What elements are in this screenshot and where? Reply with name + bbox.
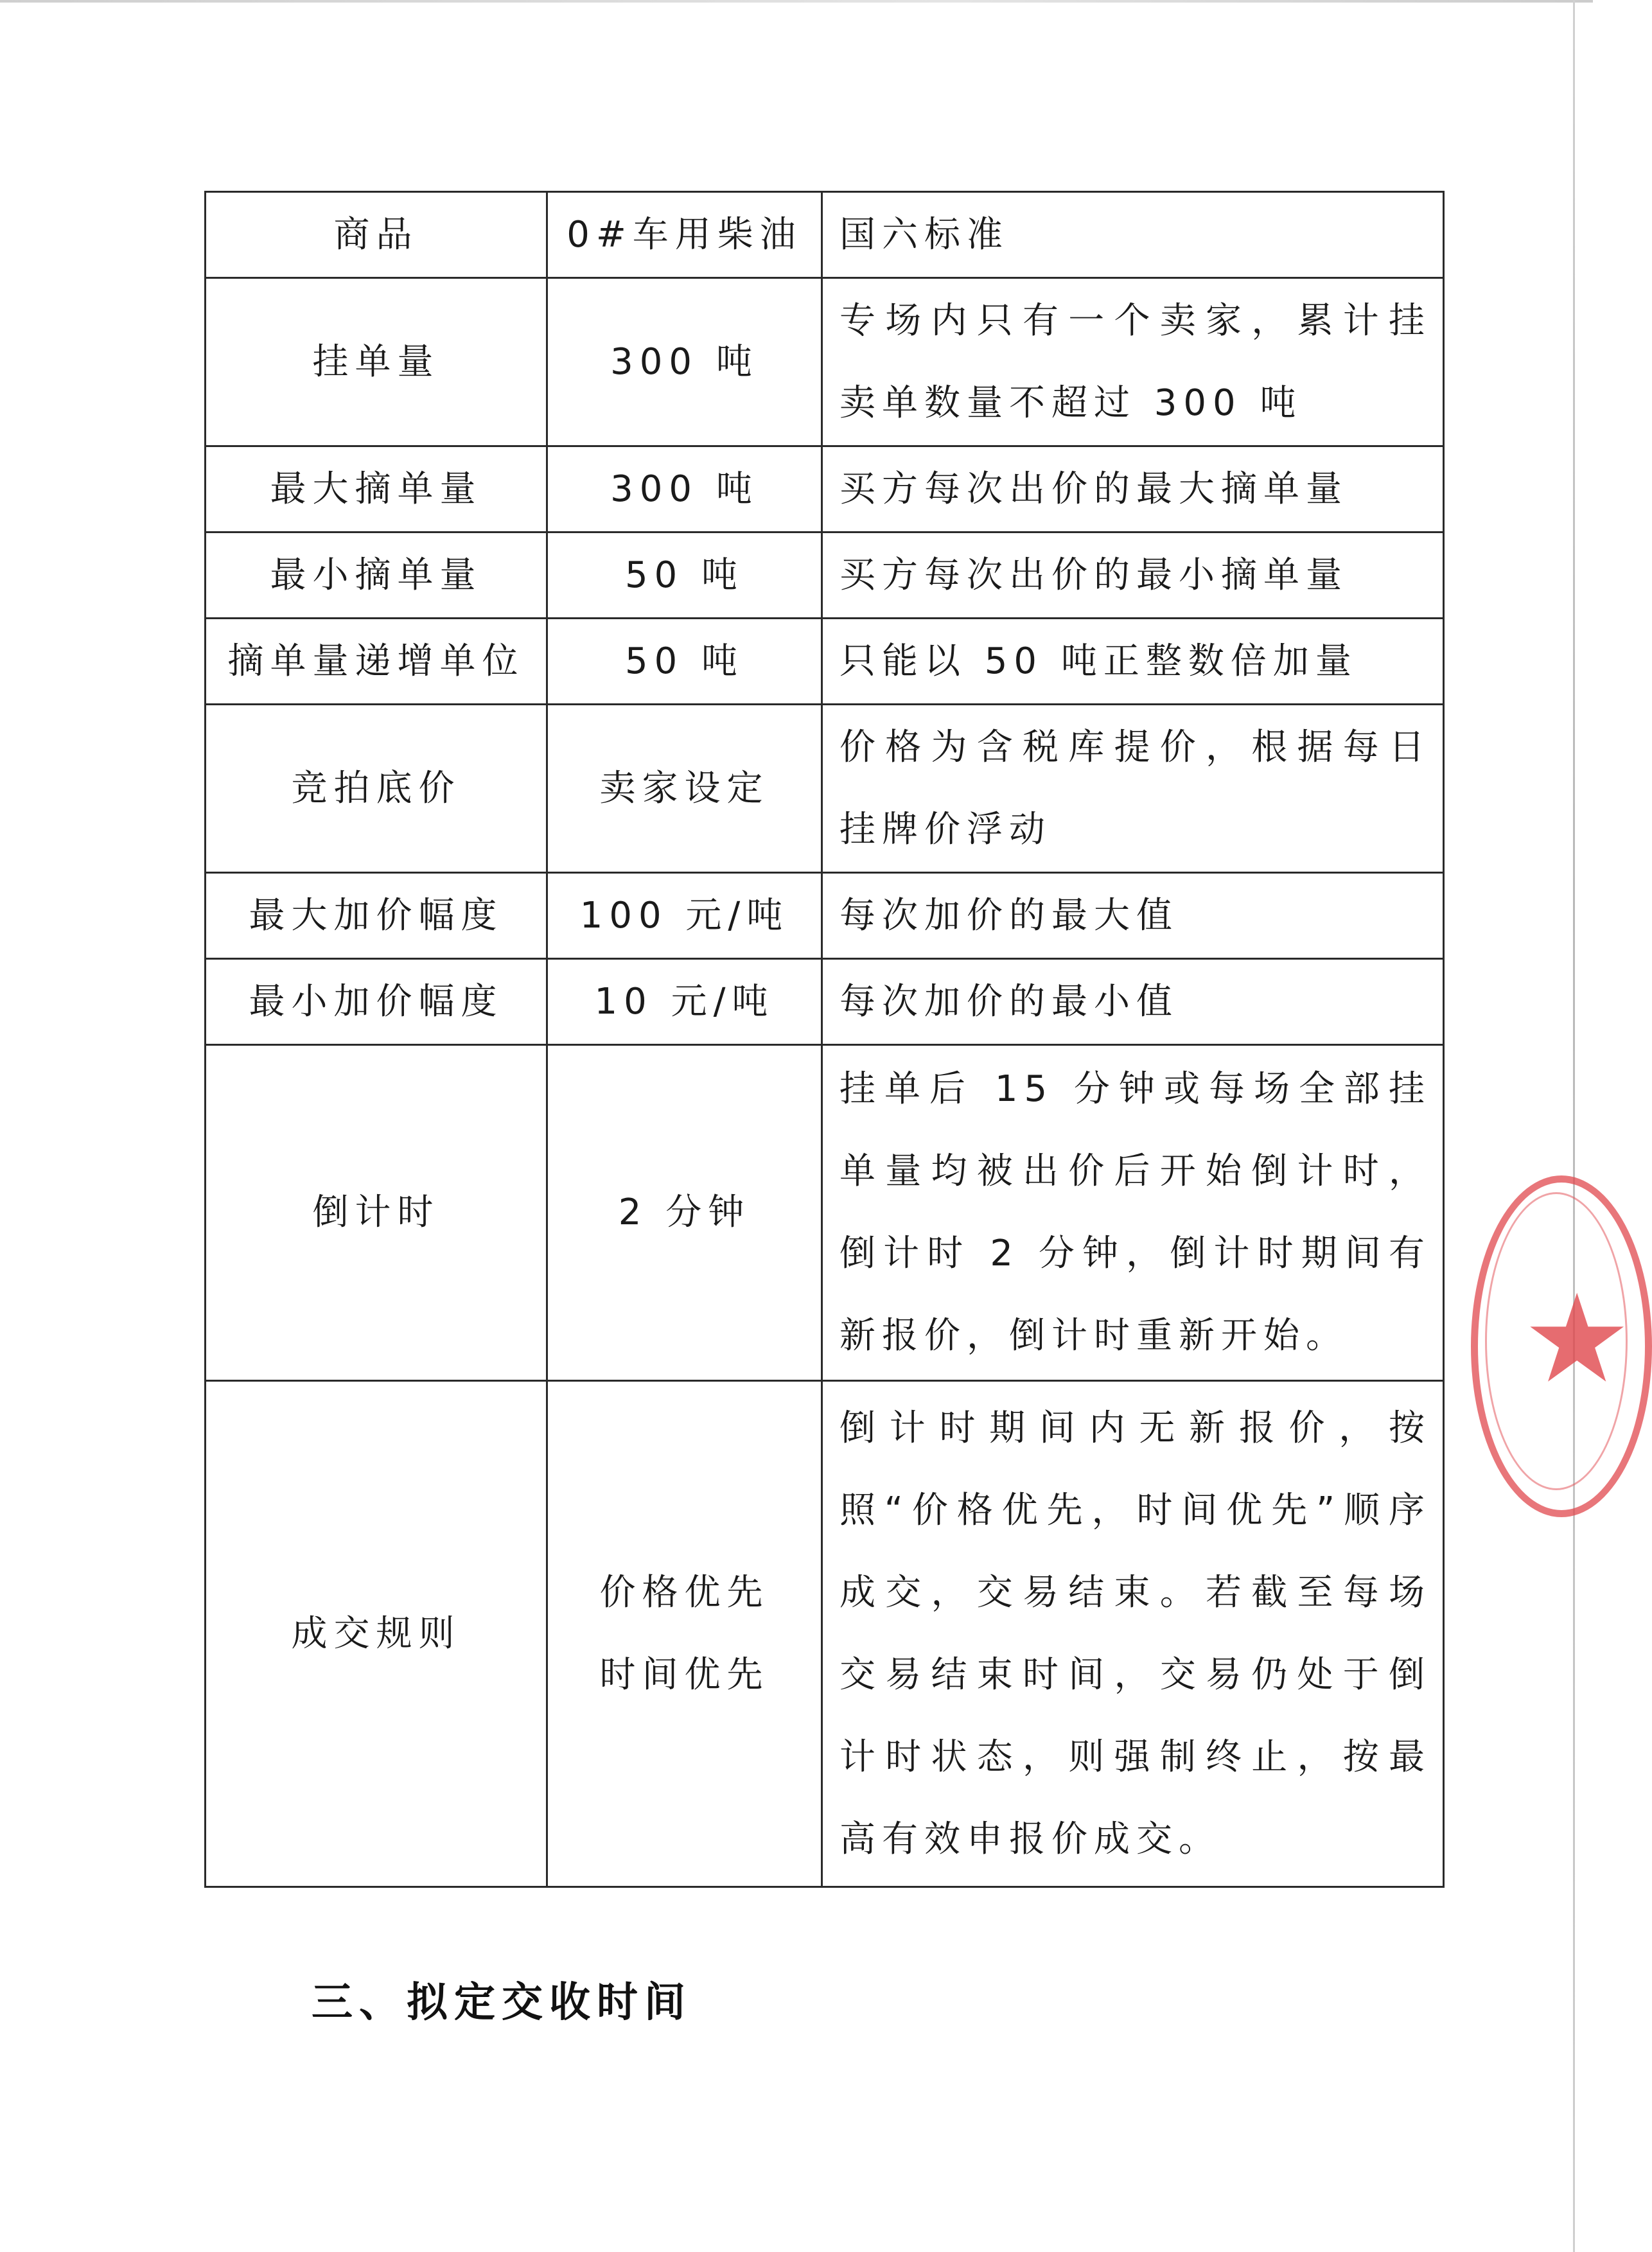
row-label: 成交规则 [206, 1381, 547, 1887]
table-row [206, 532, 1444, 619]
row-description: 倒计时期间内无新报价，按照“价格优先，时间优先”顺序成交，交易结束。若截至每场交易结束时间，交易仍处于倒计时状态，则强制终止，按最高有效申报价成交。 [822, 1381, 1444, 1887]
row-value: 300 吨 [547, 446, 822, 532]
row-description: 每次加价的最小值 [822, 959, 1444, 1045]
row-label: 倒计时 [206, 1045, 547, 1381]
table-row [206, 446, 1444, 532]
row-value-line: 价格优先 [599, 1571, 769, 1614]
row-label: 竞拍底价 [206, 705, 547, 873]
row-label: 最小加价幅度 [206, 959, 547, 1045]
table-row [206, 619, 1444, 705]
row-label: 摘单量递增单位 [206, 619, 547, 705]
row-label: 商品 [206, 192, 547, 278]
row-value: 2 分钟 [547, 1045, 822, 1381]
table-row [206, 705, 1444, 873]
row-description: 专场内只有一个卖家，累计挂卖单数量不超过 300 吨 [822, 278, 1444, 446]
row-description: 国六标准 [822, 192, 1444, 278]
row-label: 最大摘单量 [206, 446, 547, 532]
row-description: 买方每次出价的最大摘单量 [822, 446, 1444, 532]
section-heading: 三、拟定交收时间 [312, 1979, 692, 2027]
scan-top-edge [0, 0, 1593, 3]
table-row [206, 278, 1444, 446]
scan-right-edge [1573, 0, 1575, 2252]
row-description: 只能以 50 吨正整数倍加量 [822, 619, 1444, 705]
table-row [206, 1381, 1444, 1887]
trading-rules-table [204, 191, 1445, 1888]
row-value: 0#车用柴油 [547, 192, 822, 278]
row-value-line: 时间优先 [599, 1653, 769, 1696]
row-value: 50 吨 [547, 532, 822, 619]
row-value: 100 元/吨 [547, 873, 822, 959]
row-description: 挂单后 15 分钟或每场全部挂单量均被出价后开始倒计时，倒计时 2 分钟，倒计时期间有新报价，倒计时重新开始。 [822, 1045, 1444, 1381]
row-label: 最小摘单量 [206, 532, 547, 619]
table-row [206, 192, 1444, 278]
row-value [547, 1381, 822, 1887]
row-value: 50 吨 [547, 619, 822, 705]
row-value: 300 吨 [547, 278, 822, 446]
table-row [206, 959, 1444, 1045]
row-label: 最大加价幅度 [206, 873, 547, 959]
table-row [206, 873, 1444, 959]
row-label: 挂单量 [206, 278, 547, 446]
row-value: 10 元/吨 [547, 959, 822, 1045]
seal-star-icon: ★ [1522, 1268, 1632, 1410]
row-value: 卖家设定 [547, 705, 822, 873]
table-row [206, 1045, 1444, 1381]
row-description: 买方每次出价的最小摘单量 [822, 532, 1444, 619]
row-description: 价格为含税库提价，根据每日挂牌价浮动 [822, 705, 1444, 873]
row-description: 每次加价的最大值 [822, 873, 1444, 959]
